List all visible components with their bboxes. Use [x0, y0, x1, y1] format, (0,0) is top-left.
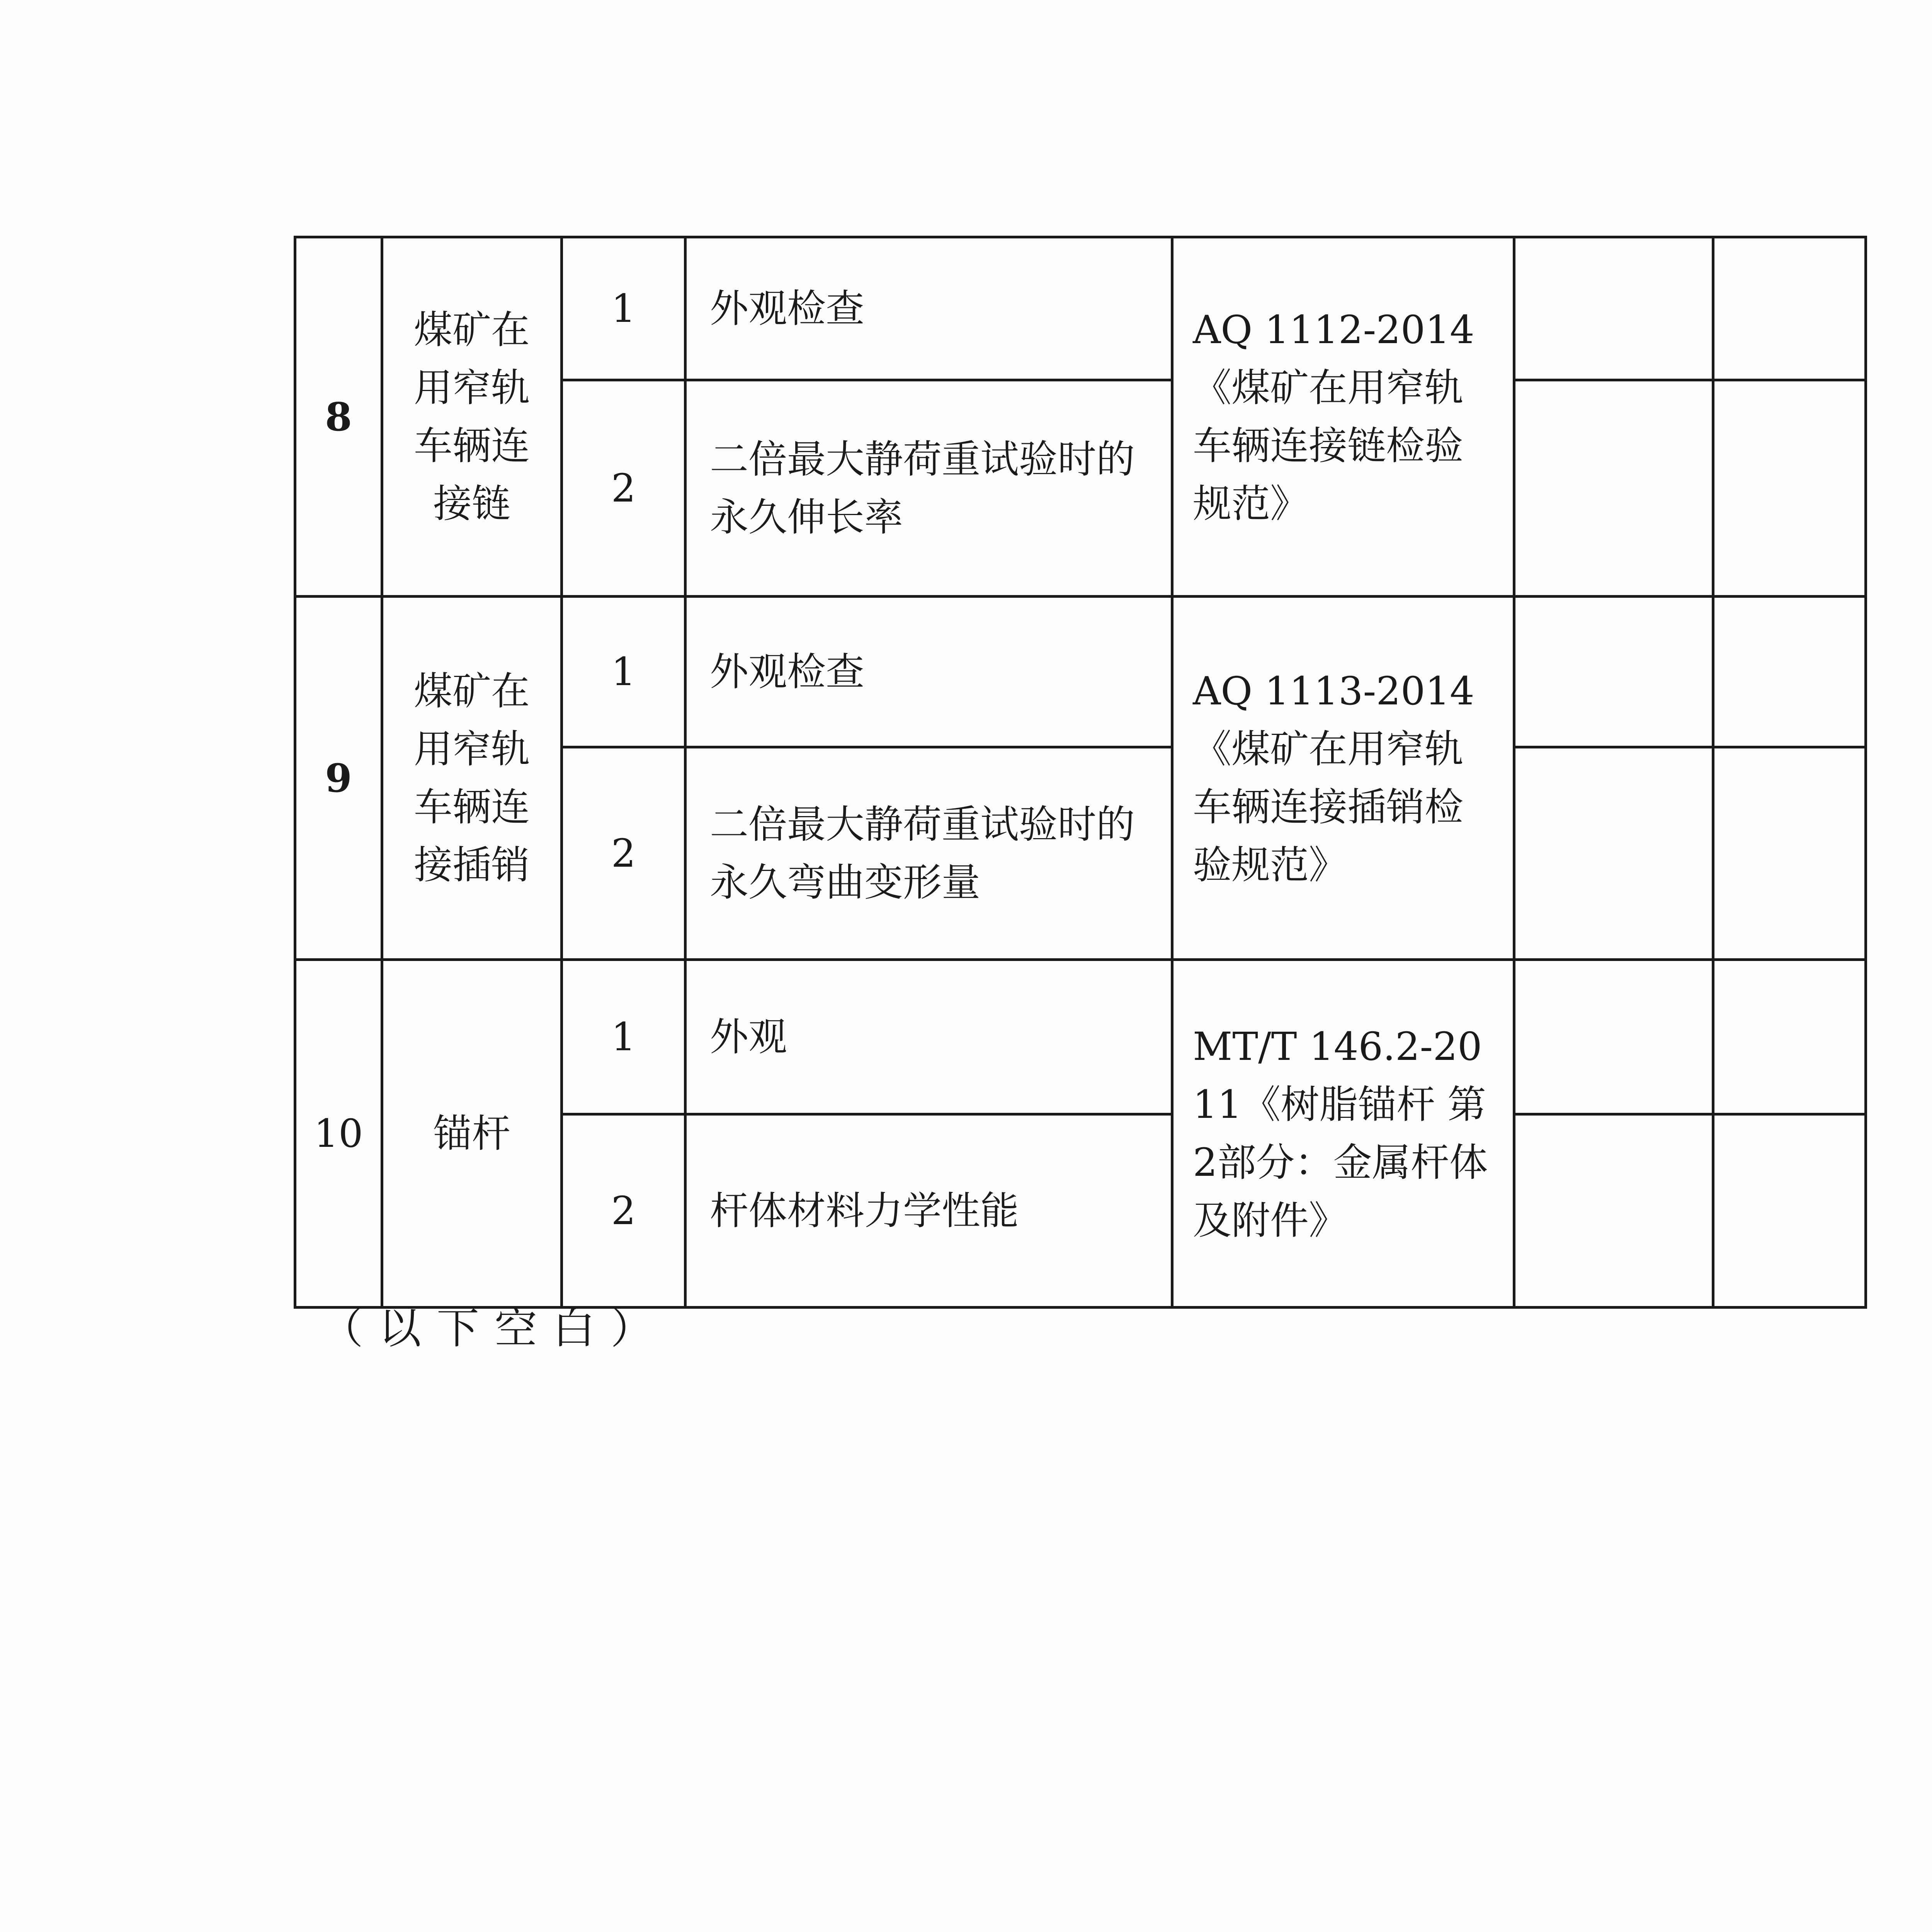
standard-reference: AQ 1113-2014《煤矿在用窄轨车辆连接插销检验规范》 [1172, 597, 1514, 960]
inspection-table [294, 236, 1867, 1309]
product-name: 煤矿在用窄轨车辆连接链 [382, 237, 562, 597]
table-row [295, 960, 1866, 1114]
empty-cell [1514, 1114, 1713, 1308]
item-index: 2 [562, 380, 685, 597]
empty-cell [1514, 597, 1713, 747]
item-text: 二倍最大静荷重试验时的永久弯曲变形量 [685, 747, 1172, 960]
product-name: 锚杆 [382, 960, 562, 1308]
empty-cell [1514, 380, 1713, 597]
item-index: 1 [562, 237, 685, 380]
row-number: 8 [295, 237, 382, 597]
table-row [295, 597, 1866, 747]
standard-reference: AQ 1112-2014《煤矿在用窄轨车辆连接链检验规范》 [1172, 237, 1514, 597]
item-text: 二倍最大静荷重试验时的永久伸长率 [685, 380, 1172, 597]
item-text: 外观检查 [685, 597, 1172, 747]
empty-cell [1713, 1114, 1866, 1308]
empty-cell [1713, 237, 1866, 380]
empty-cell [1514, 747, 1713, 960]
item-index: 2 [562, 747, 685, 960]
empty-cell [1713, 597, 1866, 747]
item-index: 1 [562, 597, 685, 747]
blank-below-note: （以下空白） [321, 1304, 668, 1353]
table-row [295, 237, 1866, 380]
item-index: 1 [562, 960, 685, 1114]
empty-cell [1713, 747, 1866, 960]
row-number: 9 [295, 597, 382, 960]
item-index: 2 [562, 1114, 685, 1308]
item-text: 杆体材料力学性能 [685, 1114, 1172, 1308]
row-number: 10 [295, 960, 382, 1308]
empty-cell [1713, 380, 1866, 597]
standard-reference: MT/T 146.2-2011《树脂锚杆 第2部分：金属杆体及附件》 [1172, 960, 1514, 1308]
product-name: 煤矿在用窄轨车辆连接插销 [382, 597, 562, 960]
item-text: 外观检查 [685, 237, 1172, 380]
empty-cell [1514, 960, 1713, 1114]
empty-cell [1514, 237, 1713, 380]
empty-cell [1713, 960, 1866, 1114]
item-text: 外观 [685, 960, 1172, 1114]
